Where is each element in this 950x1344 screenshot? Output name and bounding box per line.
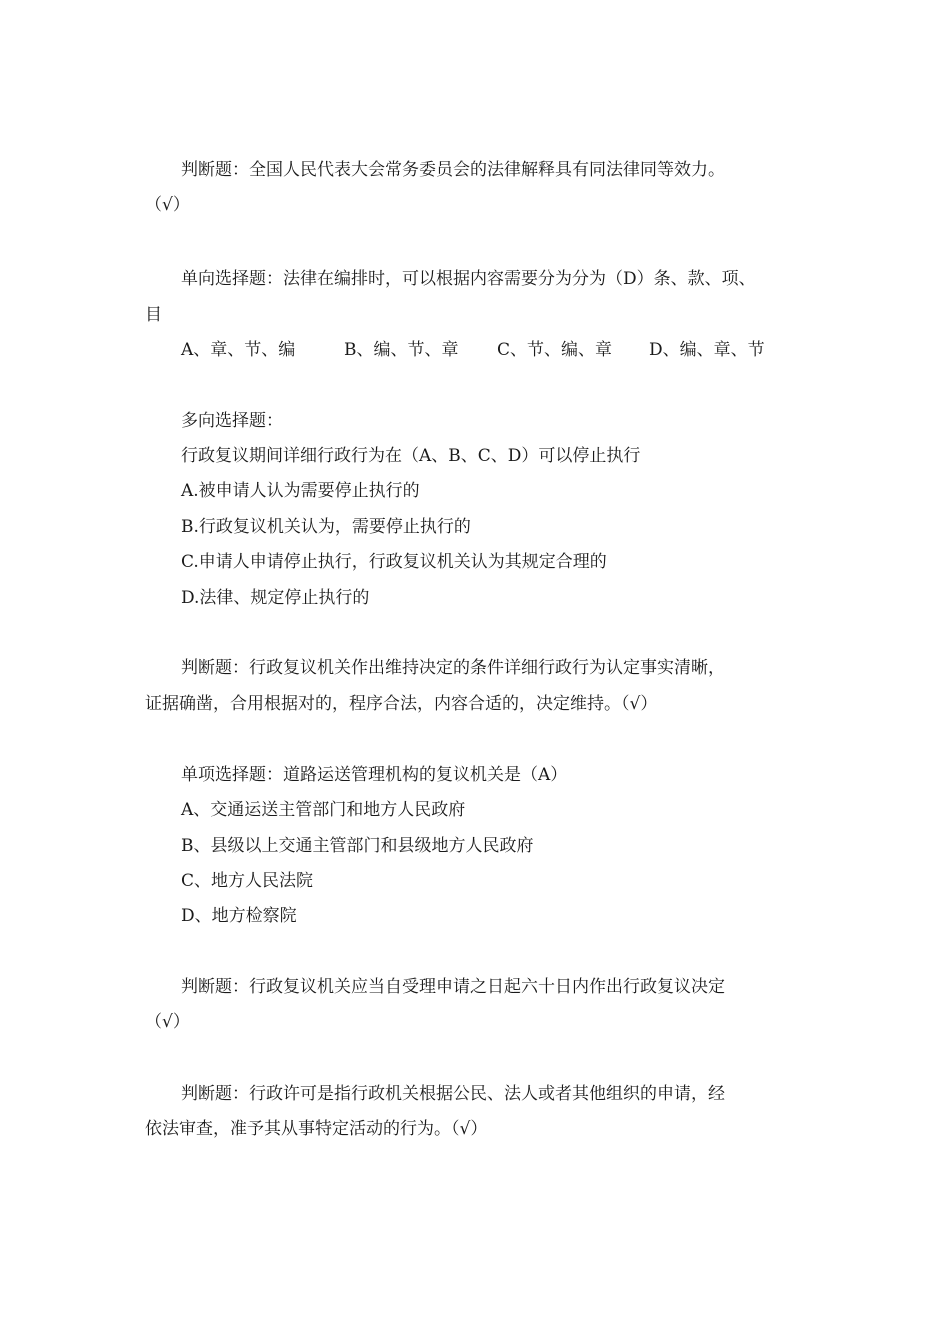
q3-option-c: C.申请人申请停止执行，行政复议机关认为其规定合理的 <box>181 552 607 572</box>
q3-heading: 多向选择题： <box>181 411 283 431</box>
q2-line2: 目 <box>145 305 162 325</box>
q2-option-a: A、章、节、编 <box>181 340 296 360</box>
q3-option-b: B.行政复议机关认为，需要停止执行的 <box>181 517 471 537</box>
q6-line2: （√） <box>145 1012 190 1032</box>
q5-option-a: A、交通运送主管部门和地方人民政府 <box>181 800 466 820</box>
q2-option-d: D、编、章、节 <box>649 340 765 360</box>
q2-line1: 单向选择题：法律在编排时，可以根据内容需要分为分为（D）条、款、项、 <box>181 269 756 289</box>
q5-stem: 单项选择题：道路运送管理机构的复议机关是（A） <box>181 765 568 785</box>
q4-line2: 证据确凿，合用根据对的，程序合法，内容合适的，决定维持。（√） <box>145 694 658 714</box>
q6-line1: 判断题：行政复议机关应当自受理申请之日起六十日内作出行政复议决定 <box>181 977 725 997</box>
q7-line2: 依法审查，准予其从事特定活动的行为。（√） <box>145 1119 488 1139</box>
q5-option-b: B、县级以上交通主管部门和县级地方人民政府 <box>181 836 534 856</box>
q7-line1: 判断题：行政许可是指行政机关根据公民、法人或者其他组织的申请，经 <box>181 1084 725 1104</box>
q2-options-row <box>181 339 801 361</box>
q1-line1: 判断题：全国人民代表大会常务委员会的法律解释具有同法律同等效力。 <box>181 160 725 180</box>
q1-line2: （√） <box>145 195 190 215</box>
q4-line1: 判断题：行政复议机关作出维持决定的条件详细行政行为认定事实清晰， <box>181 658 725 678</box>
q5-option-c: C、地方人民法院 <box>181 871 314 891</box>
q3-stem: 行政复议期间详细行政行为在（A、B、C、D）可以停止执行 <box>181 446 641 466</box>
q2-option-b: B、编、节、章 <box>344 340 459 360</box>
q2-option-c: C、节、编、章 <box>497 340 613 360</box>
q3-option-d: D.法律、规定停止执行的 <box>181 588 370 608</box>
q5-option-d: D、地方检察院 <box>181 906 297 926</box>
q3-option-a: A.被申请人认为需要停止执行的 <box>181 481 420 501</box>
